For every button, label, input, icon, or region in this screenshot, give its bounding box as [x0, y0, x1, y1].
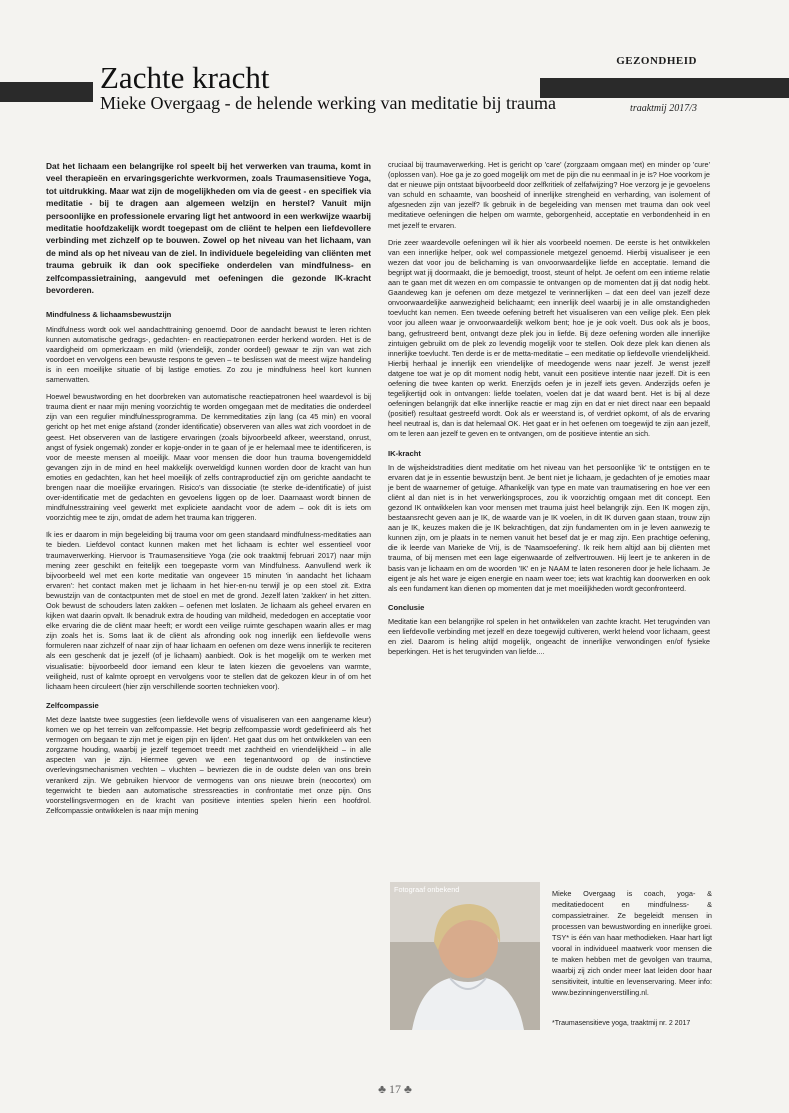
author-bio: [552, 888, 712, 1006]
article-subtitle: Mieke Overgaag - de helende werking van meditatie bij trauma: [100, 93, 556, 113]
left-column: [46, 160, 371, 823]
section-label: GEZONDHEID: [616, 55, 697, 67]
heading-conclusie: Conclusie: [388, 602, 425, 612]
bio-text: Mieke Overgaag is coach, yoga- & meditatiedocent en mindfulness- & compassietrainer. Ze begeleidt mensen in processen van bewustwording en innerlijke groei. TSY* is één van haar methodieken. Haar hart ligt vooral in individueel maatwerk voor mensen die te maken hebben met de gevolgen van trauma, waarbij zij zich onder meer laat leiden door haar sensitiviteit, intuïtie en levenservaring. Meer info: www.bezinningenverstilling.nl.: [552, 889, 712, 997]
paragraph: Met deze laatste twee suggesties (een liefdevolle wens of visualiseren van een aangename kleur) komen we op het terrein van zelfcompassie. Het begrip zelfcompassie wordt gedefinieerd als 'het vermogen om begaan te zijn met je eigen pijn en lijden'. Het gaat dus om het ontwikkelen van een zorgzame houding, waarbij je jezelf tegemoet treedt met zachtheid en vriendelijkheid – in alle aspecten van je zijn. Hiermee geven we een tegenantwoord op de instinctieve overlevingsmechanismen vechten – vluchten – bevriezen die in de oudste delen van ons brein verankerd zijn. We gebruiken hiervoor de vermogens van ons nieuwe brein (neocortex) om tegenwicht te bieden aan automatische stressreacties in confrontatie met onze pijn. Ons voorstellingsvermogen en de kracht van positieve intenties spelen hierin een hoofdrol. Zelfcompassie ontwikkelen is naar mijn mening: [46, 714, 371, 815]
portrait-image: [390, 882, 540, 1030]
source-reference: traaktmij 2017/3: [630, 103, 697, 114]
intro-paragraph: Dat het lichaam een belangrijke rol speelt bij het verwerken van trauma, komt in veel therapieën en ervaringsgerichte werkvormen, zoals Traumasensitieve Yoga, tot uitdrukking. Maar wat zijn de mogelijkheden om via de geest - en specifiek via meditatie - bij te dragen aan algemeen welzijn en herstel? Vanuit mijn persoonlijke en professionele ervaring ligt het antwoord in een werkwijze waarbij meditatie hoofdzakelijk wordt toegepast om de cliënt te helpen een liefdevollere verbinding met zichzelf op te bouwen. Zowel op het niveau van het lichaam, van de mind als op het niveau van de ziel. In individuele begeleiding van cliënten met trauma gebruik ik dan ook specifieke onderdelen van mindfulness- en zelfcompassietraining, aangevuld met oefeningen die gezonde IK-kracht bevorderen.: [46, 161, 371, 296]
paragraph: Hoewel bewustwording en het doorbreken van automatische reactiepatronen heel waardevol is bij trauma dient er naar mijn mening voorzichtig te worden omgegaan met de meditaties die onderdeel zijn van een regulier mindfulnessprogramma. De kernmeditaties zijn lang (ca 45 min) en vooral gericht op het met enige afstand (zonder identificatie) observeren van alles wat zich voordoet in de geest. Het observeren van de lastigere ervaringen (zoals bijvoorbeeld afkeer, weerstand, onrust, angst of fysiek ongemak) zonder er kopje-onder in te gaan of je er helemaal mee te identificeren, is voor de meeste mensen al moeilijk. Maar voor mensen die door hun trauma bovengemiddeld gevangen zijn in de mind en heel makkelijk overweldigd kunnen worden door de kracht van hun emoties en gedachten, kan het heel moeilijk of zelfs contraproductief zijn om gerichte aandacht te brengen naar die moeilijke ervaringen. Risico's van dissociatie (te sterke de-identificatie) of juist over-identificatie met de gedachten en gevoelens liggen op de loer. Daarnaast wordt binnen de mindfulnesstraining veel gewerkt met expliciete aandacht voor de adem – ook dit is iets om voorzichtig mee te zijn, omdat de adem het trauma kan triggeren.: [46, 392, 371, 523]
article-title: Zachte kracht: [100, 60, 270, 95]
heading-mindfulness: Mindfulness & lichaamsbewustzijn: [46, 310, 172, 320]
paragraph: Ik ies er daarom in mijn begeleiding bij trauma voor om geen standaard mindfulness-meditaties aan te bieden. Liefdevol contact kunnen maken met het lichaam is echter wel essentieel voor traumaverwerking. Hiervoor is Traumasensitieve Yoga (zie ook traaktmij februari 2017) naar mijn mening zeer geschikt en feitelijk een toegepaste vorm van Mindfulness. Aanvullend werk ik bijvoorbeeld wel met een korte meditatie van ongeveer 15 minuten 'in aandacht het lichaam ervaren': het contact maken met je lichaam in het hier-en-nu terwijl je op een stoel zit. Extra bewustzijn van de contactpunten met de stoel en met de grond. Jezelf laten 'zakken' in het zitten. Ook bewust de schouders laten zakken – oefenen met loslaten. Je lichaam als geheel ervaren en kijken wat daarin opvalt. Ik benadruk extra de houding van mildheid, mededogen en acceptatie voor elke ervaring die de cliënt maar heeft; er wordt een veilige ruimte geschapen waarin alles er mag zijn zoals het is. Soms laat ik de cliënt als afronding ook nog innerlijk een liefdevolle wens formuleren naar zichzelf of naar zijn of haar lichaam en oefenen om deze wens innerlijk te reciteren als een geschenk dat je jezelf (of je lichaam) aanbiedt. Ook is het mogelijk om te werken met visualisatie: bijvoorbeeld door iemand een kleur te laten kiezen die gevoelens van warmte, veiligheid, rust of kalmte oproept en vervolgens voor te stellen dat de gekozen kleur in of om het lichaam heen circuleert (hier zijn verschillende soorten technieken voor).: [46, 530, 371, 691]
page-number: ♣ 17 ♣: [378, 1082, 412, 1096]
header-bar-right: [540, 78, 789, 98]
paragraph: Mindfulness wordt ook wel aandachttraining genoemd. Door de aandacht bewust te leren richten kunnen automatische gedrags-, gedachten- en reactiepatronen eerder herkend worden. Het is de vaardigheid om opmerkzaam en mild (vriendelijk, zonder oordeel) gewaar te zijn van wat zich voordoet en vervolgens een bewuste respons te geven – te beslissen wat de meest wijze handeling is in een moeilijke situatie of bij lastige emoties. Zo zou je mindfulness heel kort kunnen samenvatten.: [46, 324, 371, 385]
heading-ik-kracht: IK-kracht: [388, 448, 421, 458]
author-photo: [390, 882, 540, 1030]
paragraph: cruciaal bij traumaverwerking. Het is gericht op 'care' (zorgzaam omgaan met) en minder op 'cure' (oplossen van). Hoe ga je zo goed mogelijk om met de pijn die nu eenmaal in je is? Hoe voorkom je dat er nieuwe pijn ontstaat bijvoorbeeld door zelfkritiek of zelfafwijzing? Hoe verzorg je je gevoelens van schuld en schaamte, van boosheid of innerlijke strengheid en verharding, van isolement of afgesneden zijn van jezelf? Ik gebruik in de begeleiding van mensen met trauma dan ook veel meditatieve oefeningen die helpen om warmte, geborgenheid, acceptatie en verbondenheid in en met jezelf te ervaren.: [388, 160, 710, 230]
paragraph: Drie zeer waardevolle oefeningen wil ik hier als voorbeeld noemen. De eerste is het ontwikkelen van een innerlijke helper, ook wel compassionele metgezel genoemd. Hierbij visualiseer je een wezen dat voor jou de belichaming is van onvoorwaardelijke liefde en acceptatie. Iemand die begrijpt wat jij doormaakt, die je bemoedigt, troost, steunt of helpt. Je oefent om een intieme relatie aan te gaan met dit wezen en om compassie te ontvangen op de momenten dat jij dat nodig hebt. Gaandeweg kan je oefenen om deze metgezel te verinnerlijken – dat een deel van jezelf deze onvoorwaardelijke aanwezigheid belichaamt; een innerlijk deel waarbij je in alle omstandigheden toevlucht kan nemen. Een tweede oefening betreft het visualiseren van een veilige plek. Een plek voor jou alleen waar je onvoorwaardelijk welkom bent; hoe je je ook voelt. Dus ook als je boos, bang, gefrustreerd bent, ontvangt deze plek jou in liefde. Bij deze oefening worden alle innerlijke zintuigen gebruikt om de plek zo levendig mogelijk voor te stellen. Ook deze plek kan dienen als innerlijke toevlucht. Ten derde is er de metta-meditatie – een meditatie op liefdevolle vriendelijkheid. Hierbij herhaal je innerlijk een vriendelijke of meedogende wens naar jezelf. Je wenst jezelf datgene toe wat je op dit moment nodig hebt, vanuit een positieve intentie naar jezelf. Dit is een oefening die twee kanten op werkt. Enerzijds oefen je in jezelf iets geven. Anderzijds oefen je tegelijkertijd ook in ontvangen: liefde toelaten, voelen dat je dat waard bent. Het is bij al deze oefeningen belangrijk dat elke innerlijke reactie er mag zijn en dat er niet direct naar een bepaald (positief) resultaat gestreefd wordt. Ook als er weerstand is, of verdriet opkomt, of als de ervaring heel neutraal is, dan is dat helemaal OK. Het gaat er in het oefenen om toegewijd te zijn aan jezelf, om te leren aan jezelf te geven en te ontvangen, om de positieve intentie an sich.: [388, 237, 710, 439]
paragraph: Meditatie kan een belangrijke rol spelen in het ontwikkelen van zachte kracht. Het terugvinden van een liefdevolle verbinding met jezelf en deze toegewijd cultiveren, werkt helend voor lichaam, geest en ziel. Daarom is heling altijd mogelijk, ongeacht de innerlijke verwondingen en/of fysieke beperkingen. Het is het terugvinden van liefde....: [388, 616, 710, 657]
heading-zelfcompassie: Zelfcompassie: [46, 700, 99, 710]
header-bar-left: [0, 82, 93, 102]
photo-credit: Fotograaf onbekend: [394, 885, 460, 894]
footnote: *Traumasensitieve yoga, traaktmij nr. 2 2017: [552, 1020, 691, 1027]
right-column: [388, 160, 710, 664]
paragraph: In de wijsheidstradities dient meditatie om het niveau van het persoonlijke 'ik' te ontstijgen en te ervaren dat je in essentie bewustzijn bent. Je bent niet je lichaam, je gedachten of je emoties maar je bent de waarnemer of getuige. Afhankelijk van type en mate van traumatisering en hoe ver een cliënt al dan niet is in het verwerkingsproces, zou ik voorzichtig omgaan met dit concept. Een gezond IK ontwikkelen kan voor mensen met trauma juist heel belangrijk zijn. Een IK mogen zijn, bestaansrecht geven aan je IK, de waarde van je IK voelen, in dit IK durven gaan staan, trouw zijn aan je IK, keuzes maken die je IK bekrachtigen, dat zijn fundamenten om in je leven aanwezig te kunnen zijn, om je plaats in te nemen vanuit het besef dat je er mag zijn. Een prachtige oefening, die ik leerde van Marieke de Vrij, is de 'Naamsoefening'. Ik reik hem altijd aan bij cliënten met trauma, of bij mensen met een lage eigenwaarde of zelfvertrouwen. Hij leert je te ankeren in de basis van je lichaam en om de woorden 'IK' en je NAAM te laten resoneren door je hele lichaam. Je eigent je als het ware je eigen energie en naam weer toe; iets wat krachtig kan doorwerken en ook als een fundament kan dienen op momenten dat je met moeilijkheden wordt geconfronteerd.: [388, 462, 710, 593]
